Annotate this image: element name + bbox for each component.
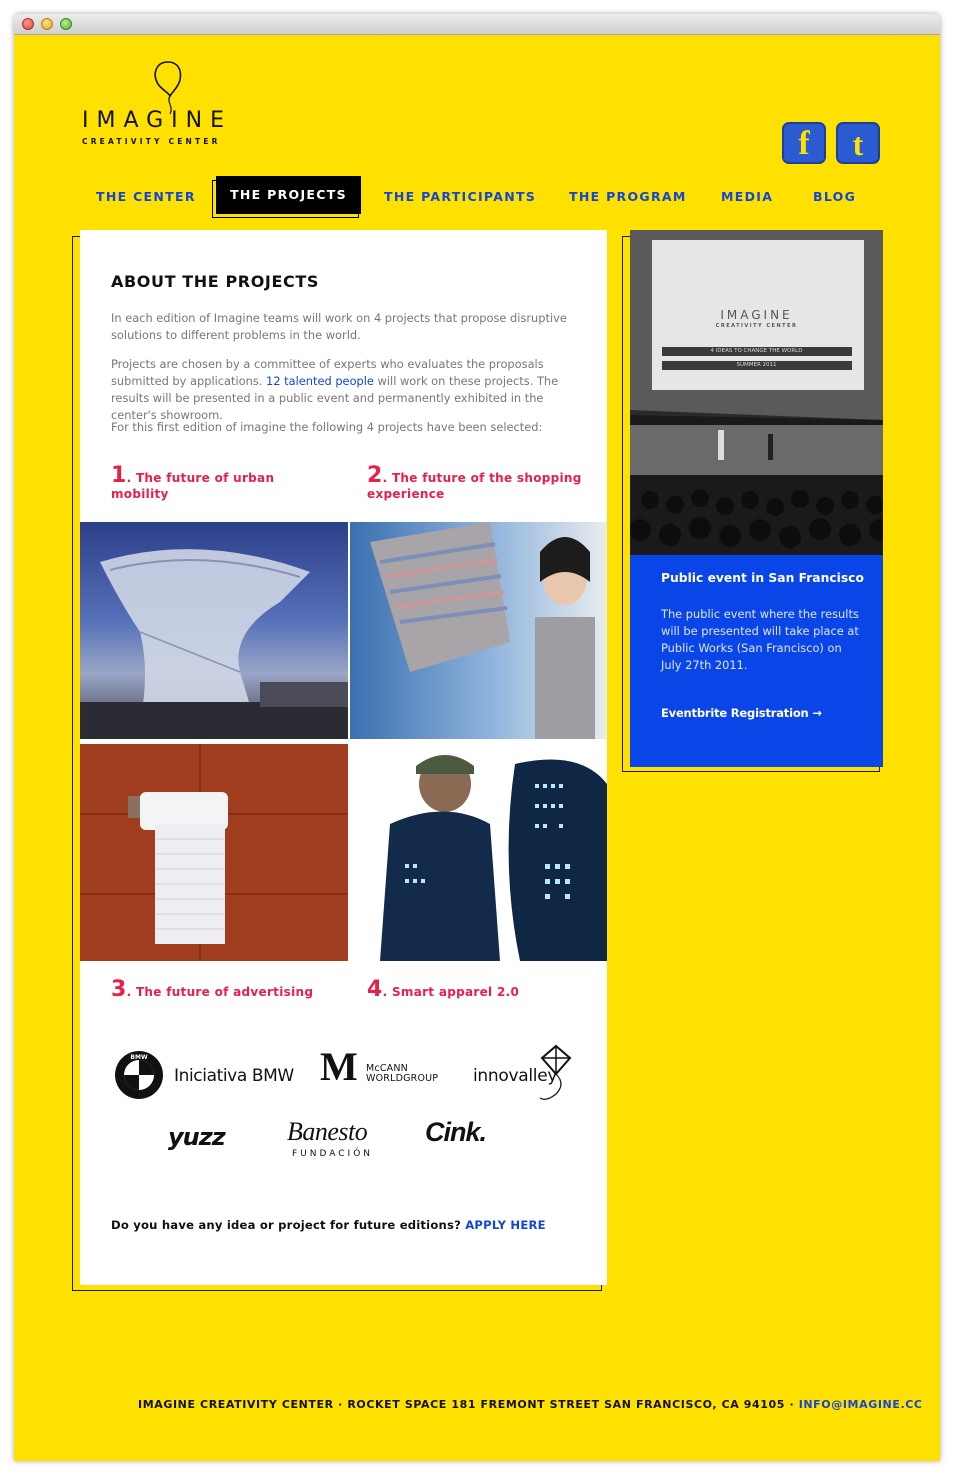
apply-question: Do you have any idea or project for future editions? xyxy=(111,1218,466,1232)
project-2-label[interactable] xyxy=(367,463,582,502)
banesto-fundacion-label: FUNDACIÓN xyxy=(292,1149,374,1159)
event-description: The public event where the results will be presented will take place at Public Works (San Francisco) on July 27th 2011. xyxy=(661,607,859,672)
site-logo[interactable] xyxy=(82,56,242,156)
project-4-number: 4 xyxy=(367,977,383,1002)
main-nav xyxy=(14,174,940,218)
project-4-image[interactable] xyxy=(350,744,607,961)
project-1-title: . The future of urban mobility xyxy=(111,471,275,501)
project-1-number: 1 xyxy=(111,463,127,488)
project-2-number: 2 xyxy=(367,463,383,488)
intro-paragraph-1: In each edition of Imagine teams will work on 4 projects that propose disruptive solutions to different problems in the world. xyxy=(111,311,567,342)
project-1-label[interactable] xyxy=(111,463,311,502)
site-footer xyxy=(138,1398,923,1411)
para2-text-start: Projects are chosen by a committee of experts who evaluates the proposals submitted by applications. xyxy=(111,357,544,388)
innovalley-logo[interactable]: innovalley xyxy=(473,1066,558,1086)
project-3-label[interactable] xyxy=(111,977,331,1002)
nav-item-media[interactable]: MEDIA xyxy=(721,189,774,204)
intro-paragraph-3: For this first edition of imagine the following 4 projects have been selected: xyxy=(111,420,543,434)
nav-active-label: THE PROJECTS xyxy=(216,176,361,214)
footer-email-link[interactable]: INFO@IMAGINE.CC xyxy=(798,1398,923,1411)
intro-paragraph-2 xyxy=(111,356,581,424)
yuzz-logo[interactable]: yuzz xyxy=(168,1123,225,1151)
bmw-sponsor-name: Iniciativa BMW xyxy=(174,1066,294,1086)
event-title: Public event in San Francisco xyxy=(661,571,864,585)
event-photo[interactable] xyxy=(630,230,883,555)
zoom-window-button[interactable] xyxy=(60,18,72,30)
kite-icon xyxy=(538,1044,574,1104)
apply-prompt xyxy=(111,1218,546,1232)
project-1-image[interactable] xyxy=(80,522,348,739)
screen-line-2: SUMMER 2011 xyxy=(736,362,777,368)
bmw-roundel-icon xyxy=(114,1050,164,1100)
page-title: ABOUT THE PROJECTS xyxy=(111,272,319,291)
project-3-image[interactable] xyxy=(80,744,348,961)
bmw-logo[interactable] xyxy=(114,1050,164,1100)
twitter-icon[interactable]: t xyxy=(836,122,880,164)
apply-here-link[interactable]: APPLY HERE xyxy=(465,1218,546,1232)
cink-logo[interactable]: Cink. xyxy=(425,1117,487,1147)
logo-subtitle: CREATIVITY CENTER xyxy=(82,137,221,146)
eventbrite-registration-link[interactable]: Eventbrite Registration → xyxy=(661,706,822,720)
footer-address: IMAGINE CREATIVITY CENTER · ROCKET SPACE 181 FREMONT STREET SAN FRANCISCO, CA 94105 · xyxy=(138,1398,799,1411)
browser-window xyxy=(14,14,940,1461)
screen-title: IMAGINE xyxy=(720,308,793,322)
nav-item-the-participants[interactable]: THE PARTICIPANTS xyxy=(384,189,537,204)
screen-line-1: 4 IDEAS TO CHANGE THE WORLD xyxy=(710,348,803,354)
project-2-title: . The future of the shopping experience xyxy=(367,471,582,501)
project-3-title: . The future of advertising xyxy=(126,985,314,999)
mccann-logo[interactable]: McCANN WORLDGROUP xyxy=(366,1063,439,1084)
project-4-label[interactable] xyxy=(367,977,567,1002)
banesto-logo[interactable]: Banesto xyxy=(287,1117,368,1146)
para2-text-end: will work on these projects. The results will be presented in a public event and permanently exhibited in the center's showroom. xyxy=(111,374,559,422)
close-window-button[interactable] xyxy=(22,18,34,30)
facebook-icon[interactable]: f xyxy=(782,122,826,164)
nav-item-the-center[interactable]: THE CENTER xyxy=(96,189,196,204)
logo-wordmark: IMAGINE xyxy=(82,108,233,133)
event-sidebar xyxy=(630,230,883,767)
project-2-image[interactable] xyxy=(350,522,607,739)
nav-item-blog[interactable]: BLOG xyxy=(813,189,857,204)
mccann-m-icon: M xyxy=(320,1044,358,1089)
bmw-roundel-letters: BMW xyxy=(130,1054,148,1061)
window-titlebar xyxy=(14,14,940,35)
talented-people-link[interactable]: 12 talented people xyxy=(266,374,374,388)
nav-item-the-projects[interactable] xyxy=(212,176,361,218)
minimize-window-button[interactable] xyxy=(41,18,53,30)
project-4-title: . Smart apparel 2.0 xyxy=(382,985,520,999)
screen-subtitle: CREATIVITY CENTER xyxy=(715,323,798,329)
balloon-icon xyxy=(82,56,242,116)
nav-item-the-program[interactable]: THE PROGRAM xyxy=(569,189,687,204)
main-panel xyxy=(80,230,607,1285)
project-3-number: 3 xyxy=(111,977,127,1002)
